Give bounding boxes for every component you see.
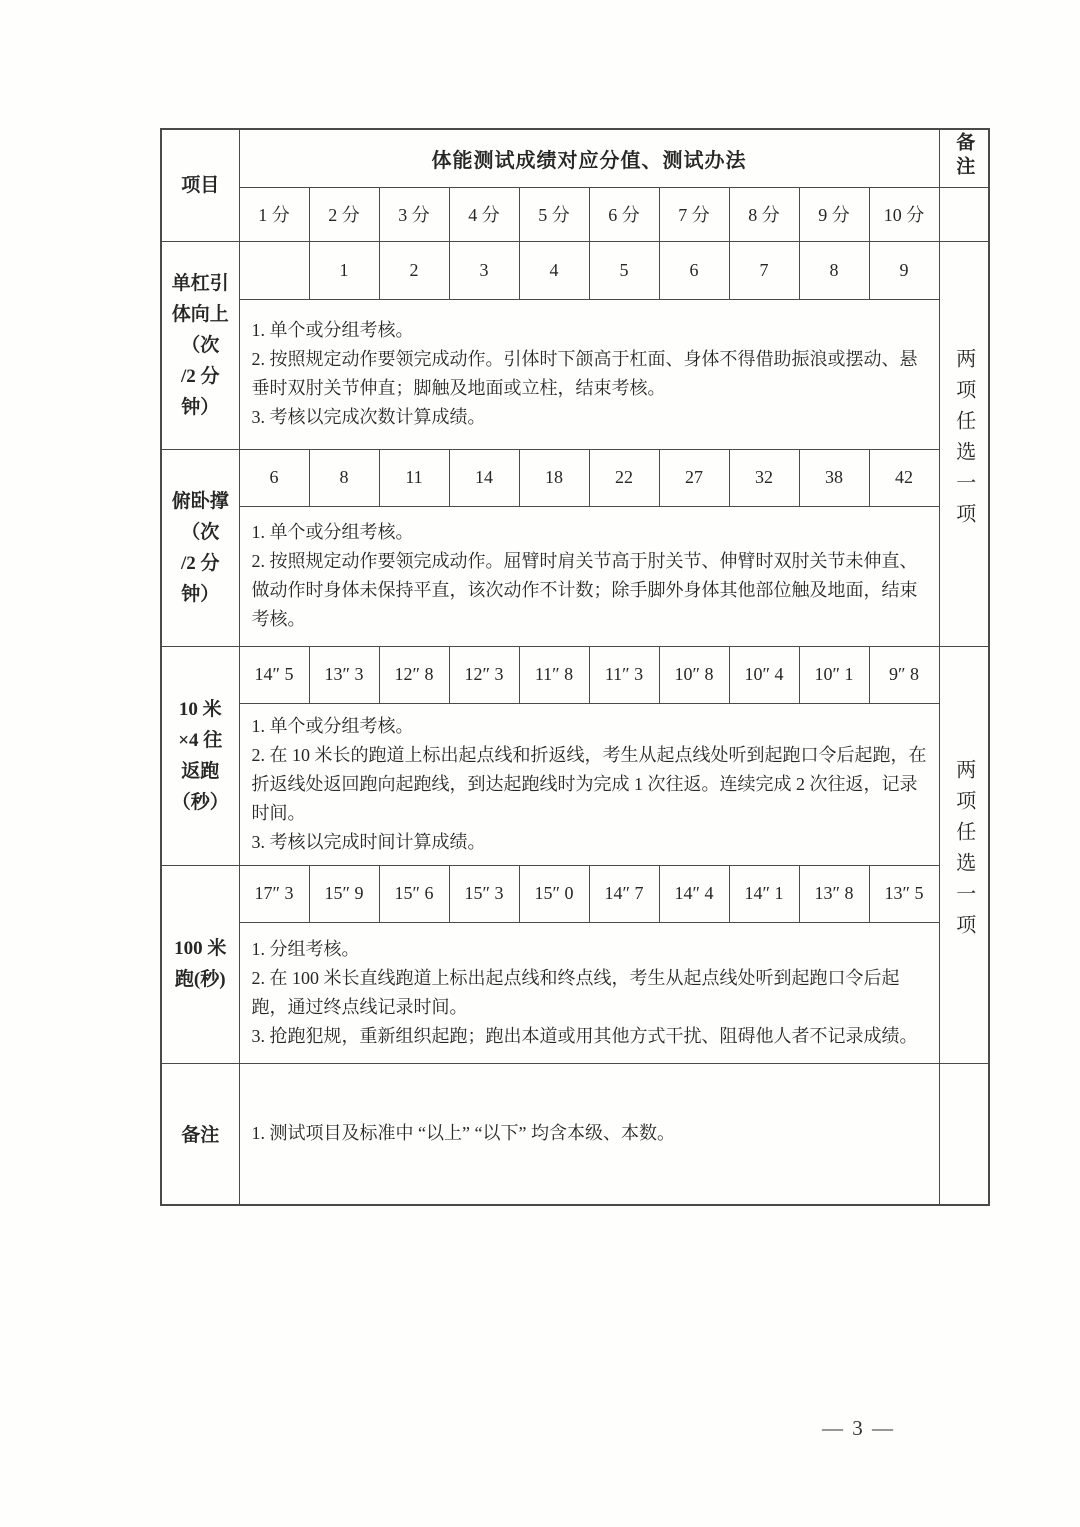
- table-main-title: 体能测试成绩对应分值、测试办法: [239, 129, 939, 187]
- score-value-cell: 7: [729, 241, 799, 299]
- score-col-7: 7 分: [659, 187, 729, 241]
- score-value-cell: 22: [589, 449, 659, 506]
- score-value-cell: 6: [239, 449, 309, 506]
- score-value-cell: 13″ 5: [869, 865, 939, 922]
- test-method-100m-run: [239, 922, 939, 1063]
- score-value-cell: 10″ 4: [729, 646, 799, 703]
- score-value-cell: 12″ 8: [379, 646, 449, 703]
- note-line: 3. 考核以完成时间计算成绩。: [251, 831, 486, 852]
- remark-bottom-empty-cell: [939, 1063, 989, 1205]
- score-value-cell: 8: [799, 241, 869, 299]
- score-value-cell: 15″ 0: [519, 865, 589, 922]
- note-line: 2. 按照规定动作要领完成动作。引体时下颌高于杠面、身体不得借助振浪或摆动、悬垂时双肘关节伸直；脚触及地面或立柱，结束考核。: [251, 349, 918, 398]
- note-line: 1. 分组考核。: [251, 938, 360, 959]
- remark-column-header-text: 备注: [953, 131, 975, 180]
- score-value-cell: 11″ 8: [519, 646, 589, 703]
- score-value-cell: 13″ 3: [309, 646, 379, 703]
- score-col-9: 9 分: [799, 187, 869, 241]
- note-line: 3. 抢跑犯规，重新组织起跑；跑出本道或用其他方式干扰、阻碍他人者不记录成绩。: [251, 1025, 918, 1046]
- score-value-cell: 27: [659, 449, 729, 506]
- bottom-remark-label: 备注: [161, 1063, 239, 1205]
- score-value-cell: 1: [309, 241, 379, 299]
- project-column-header: 项目: [161, 129, 239, 241]
- score-value-cell: 4: [519, 241, 589, 299]
- project-name-shuttle-run: 10 米 ×4 往 返跑 （秒）: [161, 646, 239, 865]
- side-remark-text-1: 两项任选一项: [952, 348, 975, 534]
- note-line: 2. 按照规定动作要领完成动作。屈臂时肩关节高于肘关节、伸臂时双肘关节未伸直、做动作时身体未保持平直，该次动作不计数；除手脚外身体其他部位触及地面，结束考核。: [251, 551, 918, 629]
- score-value-cell: 12″ 3: [449, 646, 519, 703]
- side-remark-group-1: [939, 241, 989, 646]
- page-number: — 3 —: [822, 1416, 895, 1440]
- score-value-cell: [239, 241, 309, 299]
- score-value-cell: 32: [729, 449, 799, 506]
- score-value-cell: 9: [869, 241, 939, 299]
- score-value-cell: 15″ 9: [309, 865, 379, 922]
- score-value-cell: 11: [379, 449, 449, 506]
- score-value-cell: 10″ 1: [799, 646, 869, 703]
- score-col-2: 2 分: [309, 187, 379, 241]
- score-value-cell: 11″ 3: [589, 646, 659, 703]
- bottom-remark-text: 1. 测试项目及标准中 “以上” “以下” 均含本级、本数。: [239, 1063, 939, 1205]
- fitness-score-table: [160, 128, 990, 1206]
- score-value-cell: 2: [379, 241, 449, 299]
- note-line: 2. 在 100 米长直线跑道上标出起点线和终点线，考生从起点线处听到起跑口令后起跑，通过终点线记录时间。: [251, 967, 900, 1017]
- score-value-cell: 14″ 5: [239, 646, 309, 703]
- side-remark-text-2: 两项任选一项: [952, 759, 975, 945]
- score-col-3: 3 分: [379, 187, 449, 241]
- score-col-8: 8 分: [729, 187, 799, 241]
- side-remark-group-2: [939, 646, 989, 1063]
- score-col-1: 1 分: [239, 187, 309, 241]
- project-name-pushups: 俯卧撑 （次 /2 分 钟）: [161, 449, 239, 646]
- remark-header-empty-cell: [939, 187, 989, 241]
- note-line: 1. 单个或分组考核。: [251, 715, 414, 736]
- score-value-cell: 10″ 8: [659, 646, 729, 703]
- remark-column-header: [939, 129, 989, 187]
- test-method-shuttle-run: [239, 703, 939, 865]
- project-name-100m-run: 100 米 跑(秒): [161, 865, 239, 1063]
- project-name-pullups: 单杠引 体向上 （次 /2 分 钟）: [161, 241, 239, 449]
- score-value-cell: 9″ 8: [869, 646, 939, 703]
- score-value-cell: 5: [589, 241, 659, 299]
- score-value-cell: 3: [449, 241, 519, 299]
- note-line: 1. 单个或分组考核。: [251, 522, 414, 542]
- score-value-cell: 14: [449, 449, 519, 506]
- score-value-cell: 14″ 1: [729, 865, 799, 922]
- score-value-cell: 42: [869, 449, 939, 506]
- test-method-pushups: [239, 506, 939, 646]
- score-value-cell: 13″ 8: [799, 865, 869, 922]
- score-col-10: 10 分: [869, 187, 939, 241]
- score-col-6: 6 分: [589, 187, 659, 241]
- score-value-cell: 6: [659, 241, 729, 299]
- score-value-cell: 17″ 3: [239, 865, 309, 922]
- score-value-cell: 18: [519, 449, 589, 506]
- test-method-pullups: [239, 299, 939, 449]
- note-line: 2. 在 10 米长的跑道上标出起点线和折返线，考生从起点线处听到起跑口令后起跑，在折返线处返回跑向起跑线，到达起跑线时为完成 1 次往返。连续完成 2 次往返，记录时间。: [251, 744, 927, 823]
- score-value-cell: 14″ 7: [589, 865, 659, 922]
- score-value-cell: 38: [799, 449, 869, 506]
- score-col-5: 5 分: [519, 187, 589, 241]
- note-line: 1. 单个或分组考核。: [251, 320, 414, 340]
- score-value-cell: 15″ 6: [379, 865, 449, 922]
- score-col-4: 4 分: [449, 187, 519, 241]
- note-line: 3. 考核以完成次数计算成绩。: [251, 407, 486, 427]
- score-value-cell: 14″ 4: [659, 865, 729, 922]
- score-value-cell: 8: [309, 449, 379, 506]
- score-value-cell: 15″ 3: [449, 865, 519, 922]
